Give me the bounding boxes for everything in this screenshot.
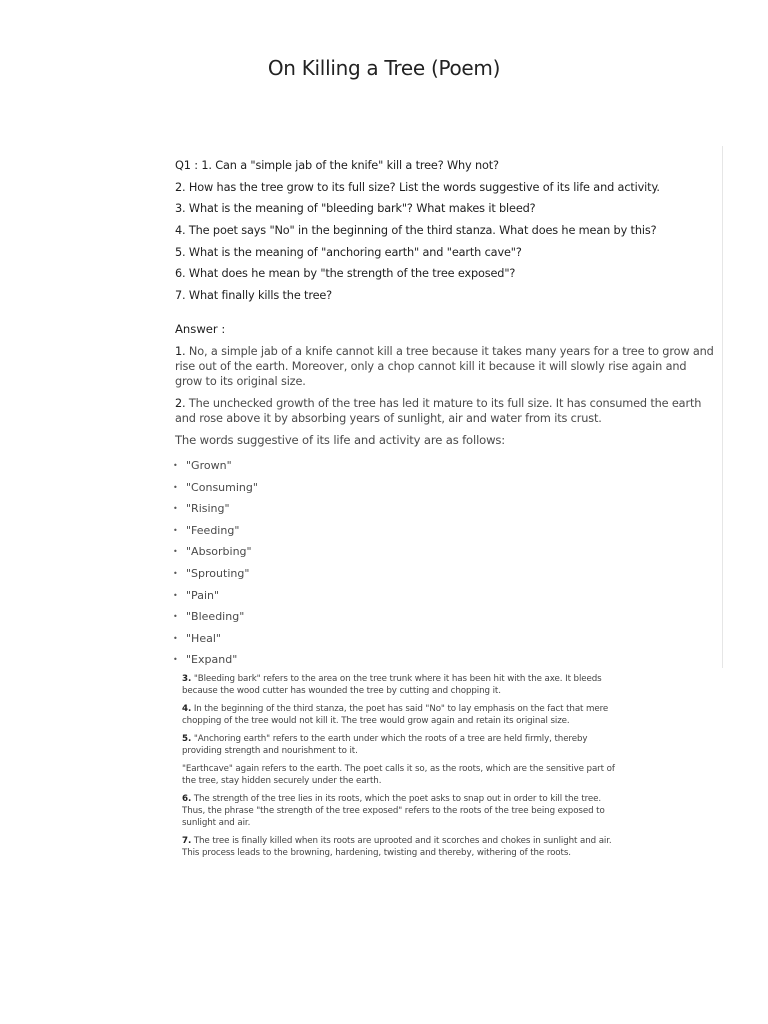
answer-5-earthcave: "Earthcave" again refers to the earth. The poet calls it so, as the roots, which are the sensitive part of the tree, stay hidden securely under the earth. [182,764,615,786]
answer-panel [166,146,723,668]
answer-2 [175,396,715,426]
bullet-icon: • [173,504,178,514]
answer-heading: Answer : [175,322,226,336]
list-item: • "Grown" [173,455,258,477]
question-1: Q1 : 1. Can a "simple jab of the knife" kill a tree? Why not? [175,159,499,172]
bullet-icon: • [173,525,178,535]
bullet-icon: • [173,461,178,470]
answer-2-number: 2. [175,397,186,410]
list-item: • "Heal" [173,628,258,650]
answer-7: 7. The tree is finally killed when its roots are uprooted and it scorches and chokes in sunlight and air. This process leads to the browning, hardening, twisting and thereby, withering of the roots. [182,836,612,858]
question-6: 6. What does he mean by "the strength of the tree exposed"? [175,267,516,281]
answer-3: 3. "Bleeding bark" refers to the area on the tree trunk where it has been hit with the axe. It bleeds because the wood cutter has wounded the tree by cutting and chopping it. [182,674,602,696]
bullet-icon: • [173,612,178,622]
bullet-icon: • [173,547,178,557]
bullet-icon: • [173,655,178,665]
list-item: • "Expand" [173,649,258,671]
list-item: • "Consuming" [173,477,258,499]
list-item: • "Rising" [173,498,258,520]
question-4: 4. The poet says "No" in the beginning of the third stanza. What does he mean by this? [175,224,657,238]
answer-6: 6. The strength of the tree lies in its roots, which the poet asks to snap out in order to kill the tree. Thus, the phrase "the strength of the tree exposed" refers to the roots of the tree being exposed to sunlight and air. [182,794,605,828]
bullet-icon: • [173,568,178,578]
list-item: • "Sprouting" [173,563,258,585]
list-item: • "Pain" [173,585,258,607]
list-item: • "Bleeding" [173,606,258,628]
question-3: 3. What is the meaning of "bleeding bark"? What makes it bleed? [175,202,536,216]
answer-2-text: The unchecked growth of the tree has led it mature to its full size. It has consumed the earth and rose above it by absorbing years of sunlight, air and water from its crust. [175,397,702,425]
answer-1-text: No, a simple jab of a knife cannot kill a tree because it takes many years for a tree to grow and rise out of the earth. Moreover, only a chop cannot kill it because it will slowly rise again and grow to its original size. [175,345,714,388]
word-list [173,455,258,671]
answer-4: 4. In the beginning of the third stanza, the poet has said "No" to lay emphasis on the fact that mere chopping of the tree would not kill it. The tree would grow again and retain its original size. [182,704,609,726]
question-7: 7. What finally kills the tree? [175,289,333,303]
list-item: • "Feeding" [173,520,258,542]
answer-1-number: 1. [175,345,186,358]
page-title: On Killing a Tree (Poem) [267,56,501,80]
question-5: 5. What is the meaning of "anchoring earth" and "earth cave"? [175,245,522,259]
question-list [175,155,720,307]
additional-answers [182,673,622,865]
words-intro: The words suggestive of its life and activity are as follows: [175,433,506,447]
answer-5: 5. "Anchoring earth" refers to the earth under which the roots of a tree are held firmly, thereby providing strength and nourishment to it. [182,734,588,756]
bullet-icon: • [173,590,178,600]
bullet-icon: • [173,633,178,643]
list-item: • "Absorbing" [173,541,258,563]
question-2: 2. How has the tree grow to its full size? List the words suggestive of its life and activity. [175,180,660,194]
answer-1 [175,344,715,389]
bullet-icon: • [173,482,178,492]
